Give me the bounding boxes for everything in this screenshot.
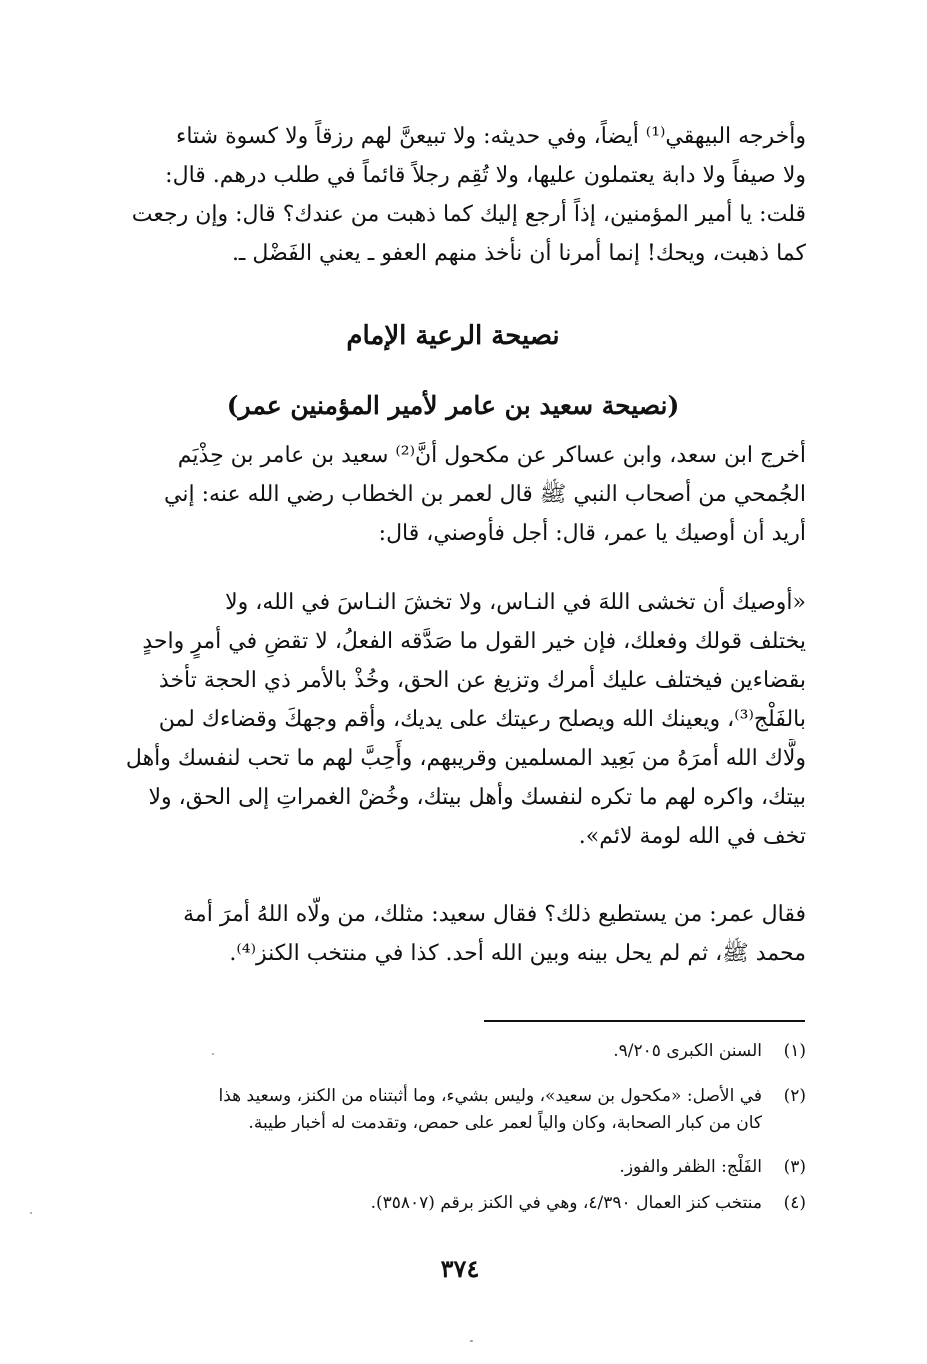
text-line: «أوصيك أن تخشى اللهَ في النـاس، ولا تخشَ النـاسَ في الله، ولا	[225, 590, 806, 615]
text-line: ولا صيفاً ولا دابة يعتملون عليها، ولا تُقِم رجلاً قائماً في طلب درهم. قال:	[165, 163, 806, 188]
text-line: أريد أن أوصيك يا عمر، قال: أجل فأوصني، قال:	[378, 521, 806, 546]
scan-speck	[212, 1053, 214, 1055]
scan-speck	[470, 1340, 473, 1342]
text-line: محمد ﷺ، ثم لم يحل بينه وبين الله أحد. كذا في منتخب الكنز⁽⁴⁾.	[229, 941, 806, 966]
footnote-2	[100, 1083, 806, 1137]
footnote-text: الفَلْج: الظفر والفوز.	[619, 1157, 762, 1177]
scan-speck	[30, 1212, 32, 1214]
footnote-4	[100, 1190, 806, 1217]
footnote-1	[100, 1038, 806, 1065]
footnote-separator	[484, 1020, 805, 1022]
footnote-3	[100, 1154, 806, 1181]
text-line: تخف في الله لومة لائم».	[578, 824, 806, 849]
footnote-text: السنن الكبرى ٩/٢٠٥.	[613, 1041, 762, 1061]
footnote-text: منتخب كنز العمال ٤/٣٩٠، وهي في الكنز برقم (٣٥٨٠٧).	[370, 1193, 762, 1213]
text-line: ولَّاك الله أمرَهُ من بَعِيد المسلمين وقريبهم، وأَحِبَّ لهم ما تحب لنفسك وأهل	[125, 746, 806, 771]
page-number: ٣٧٤	[440, 1254, 480, 1283]
text-line: يختلف قولك وفعلك، فإن خير القول ما صَدَّقه الفعلُ، لا تقضِ في أمرٍ واحدٍ	[142, 629, 806, 654]
text-line: وأخرجه البيهقي⁽¹⁾ أيضاً، وفي حديثه: ولا تبيعنَّ لهم رزقاً ولا كسوة شتاء	[175, 124, 806, 149]
text-line: بالفَلْج⁽³⁾، ويعينك الله ويصلح رعيتك على يديك، وأقم وجهكَ وقضاءك لمن	[158, 707, 806, 732]
text-line: أخرج ابن سعد، وابن عساكر عن مكحول أنَّ⁽²⁾ سعيد بن عامر بن حِذْيَم	[177, 443, 806, 468]
text-line: بيتك، واكره لهم ما تكره لنفسك وأهل بيتك، وخُضْ الغمراتِ إلى الحق، ولا	[148, 785, 806, 810]
footnote-number: (٤)	[783, 1193, 806, 1213]
paragraph-advice-quote	[100, 583, 806, 856]
footnote-text: في الأصل: «مكحول بن سعيد»، وليس بشيء، وما أثبتناه من الكنز، وسعيد هذا	[218, 1086, 762, 1106]
footnote-number: (١)	[783, 1041, 806, 1061]
text-line: بقضاءين فيختلف عليك أمرك وتزيغ عن الحق، وخُذْ بالأمر ذي الحجة تأخذ	[158, 668, 806, 693]
footnote-number: (٢)	[783, 1086, 806, 1106]
footnote-number: (٣)	[783, 1157, 806, 1177]
paragraph-ibn-saad	[100, 436, 806, 553]
section-title: نصيحة الرعية الإمام	[346, 321, 560, 351]
subsection-title: (نصيحة سعيد بن عامر لأمير المؤمنين عمر)	[226, 391, 680, 420]
text-line: الجُمحي من أصحاب النبي ﷺ قال لعمر بن الخطاب رضي الله عنه: إني	[164, 482, 806, 507]
paragraph-umar-reply	[100, 895, 806, 973]
paragraph-bayhaqi	[100, 117, 806, 273]
footnote-text: كان من كبار الصحابة، وكان والياً لعمر على حمص، وتقدمت له أخبار طيبة.	[248, 1113, 762, 1133]
text-line: قلت: يا أمير المؤمنين، إذاً أرجع إليك كما ذهبت من عندك؟ قال: وإن رجعت	[131, 202, 806, 227]
text-line: كما ذهبت، ويحك! إنما أمرنا أن نأخذ منهم العفو ـ يعني الفَضْل ـ.	[231, 241, 806, 266]
text-line: فقال عمر: من يستطيع ذلك؟ فقال سعيد: مثلك، من ولّاه اللهُ أمرَ أمة	[183, 902, 806, 927]
